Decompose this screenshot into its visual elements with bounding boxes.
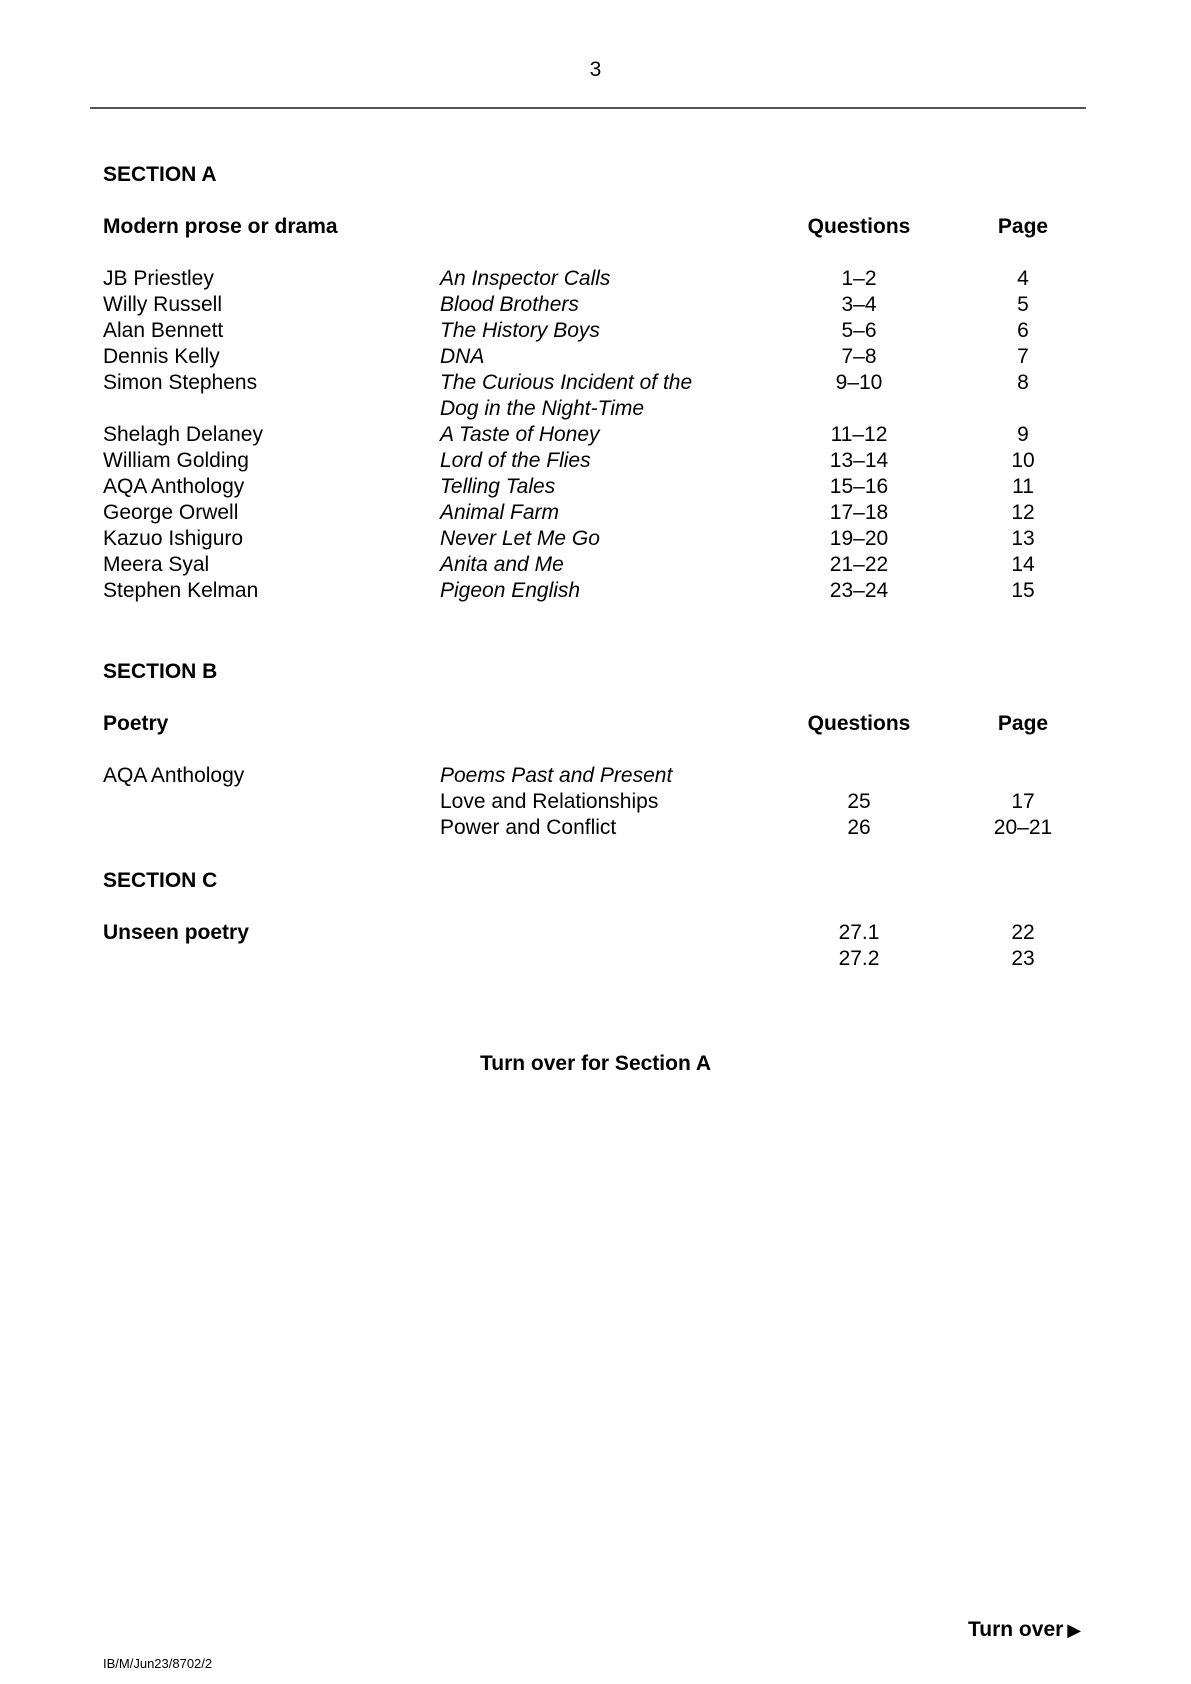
page-ref: 11 — [1012, 475, 1034, 498]
table-row — [103, 552, 1063, 578]
question-range: 17–18 — [829, 501, 889, 524]
table-row — [103, 526, 1063, 552]
question-range: 13–14 — [829, 449, 889, 472]
turn-over-text: Turn over — [968, 1618, 1064, 1641]
table-row — [103, 344, 1063, 370]
table-row — [103, 946, 1063, 972]
section-b — [103, 659, 1063, 685]
table-row — [103, 763, 1063, 789]
author: Dennis Kelly — [103, 345, 220, 368]
cluster-name: Love and Relationships — [440, 790, 659, 813]
right-arrow-icon: ▶ — [1067, 1620, 1082, 1640]
text-title: An Inspector Calls — [440, 267, 611, 290]
section-a-subheading: Modern prose or drama — [103, 215, 338, 238]
text-title: Pigeon English — [440, 579, 581, 602]
author: George Orwell — [103, 501, 239, 524]
section-b-table — [103, 763, 1063, 841]
question-range: 25 — [847, 790, 871, 813]
page-ref: 7 — [1017, 345, 1029, 368]
section-c-table — [103, 920, 1063, 972]
question-range: 3–4 — [841, 293, 877, 316]
text-title: Blood Brothers — [440, 293, 579, 316]
table-row — [103, 789, 1063, 815]
table-row — [103, 578, 1063, 604]
question-range: 7–8 — [841, 345, 877, 368]
page-ref: 20–21 — [993, 816, 1053, 839]
page-number: 3 — [589, 58, 602, 81]
question-range: 15–16 — [829, 475, 889, 498]
question-range: 27.1 — [838, 921, 880, 944]
table-row — [103, 448, 1063, 474]
table-row — [103, 318, 1063, 344]
question-range: 21–22 — [829, 553, 889, 576]
table-row — [103, 370, 1063, 422]
questions-column-header: Questions — [807, 712, 911, 735]
page-ref: 23 — [1011, 947, 1035, 970]
table-row — [103, 920, 1063, 946]
text-title: A Taste of Honey — [440, 423, 600, 446]
page-ref: 5 — [1017, 293, 1029, 316]
text-title: Telling Tales — [440, 475, 556, 498]
text-title: Lord of the Flies — [440, 449, 591, 472]
page-ref: 14 — [1011, 553, 1035, 576]
question-range: 9–10 — [835, 371, 883, 394]
author: AQA Anthology — [103, 475, 245, 498]
section-c-heading: SECTION C — [103, 869, 218, 892]
section-c — [103, 868, 1063, 894]
section-b-heading: SECTION B — [103, 660, 218, 683]
author: William Golding — [103, 449, 249, 472]
section-a-table — [103, 266, 1063, 604]
table-row — [103, 266, 1063, 292]
author: Alan Bennett — [103, 319, 224, 342]
paper-code: IB/M/Jun23/8702/2 — [103, 1656, 213, 1671]
text-title: The Curious Incident of the — [440, 371, 693, 394]
text-title-continued: Dog in the Night-Time — [440, 397, 645, 420]
page-ref: 12 — [1011, 501, 1035, 524]
page-ref: 4 — [1017, 267, 1029, 290]
author: Meera Syal — [103, 553, 210, 576]
page-ref: 10 — [1011, 449, 1035, 472]
text-title: Never Let Me Go — [440, 527, 600, 550]
table-row — [103, 292, 1063, 318]
page-ref: 6 — [1017, 319, 1029, 342]
table-row — [103, 422, 1063, 448]
question-range: 1–2 — [841, 267, 877, 290]
text-title-wrap — [440, 370, 740, 422]
page-ref: 17 — [1011, 790, 1035, 813]
section-b-header-row — [103, 711, 1063, 737]
turn-over-label — [968, 1618, 1081, 1642]
page-ref: 8 — [1017, 371, 1029, 394]
text-title: Anita and Me — [440, 553, 564, 576]
author: Kazuo Ishiguro — [103, 527, 244, 550]
question-range: 27.2 — [838, 947, 880, 970]
question-range: 23–24 — [829, 579, 889, 602]
page-column-header: Page — [997, 712, 1049, 735]
question-range: 5–6 — [841, 319, 877, 342]
page-ref: 15 — [1011, 579, 1035, 602]
author: Willy Russell — [103, 293, 223, 316]
section-a-header-row — [103, 214, 1063, 240]
page-ref: 13 — [1011, 527, 1035, 550]
author: Simon Stephens — [103, 371, 258, 394]
section-c-subheading: Unseen poetry — [103, 921, 249, 944]
turn-over-for-section-a: Turn over for Section A — [479, 1052, 712, 1075]
author: Stephen Kelman — [103, 579, 259, 602]
questions-column-header: Questions — [807, 215, 911, 238]
author: JB Priestley — [103, 267, 214, 290]
header-rule — [90, 107, 1086, 109]
section-a-heading: SECTION A — [103, 163, 217, 186]
page-column-header: Page — [997, 215, 1049, 238]
table-row — [103, 474, 1063, 500]
section-b-subheading: Poetry — [103, 712, 169, 735]
table-row — [103, 815, 1063, 841]
page-ref: 22 — [1011, 921, 1035, 944]
author: Shelagh Delaney — [103, 423, 263, 446]
anthology-title: Poems Past and Present — [440, 764, 673, 787]
question-range: 11–12 — [830, 423, 888, 446]
question-range: 26 — [847, 816, 871, 839]
table-row — [103, 500, 1063, 526]
text-title: The History Boys — [440, 319, 600, 342]
page-ref: 9 — [1017, 423, 1029, 446]
text-title: DNA — [440, 345, 485, 368]
question-range: 19–20 — [829, 527, 889, 550]
section-a — [103, 162, 1063, 188]
author: AQA Anthology — [103, 764, 245, 787]
text-title: Animal Farm — [440, 501, 560, 524]
cluster-name: Power and Conflict — [440, 816, 617, 839]
